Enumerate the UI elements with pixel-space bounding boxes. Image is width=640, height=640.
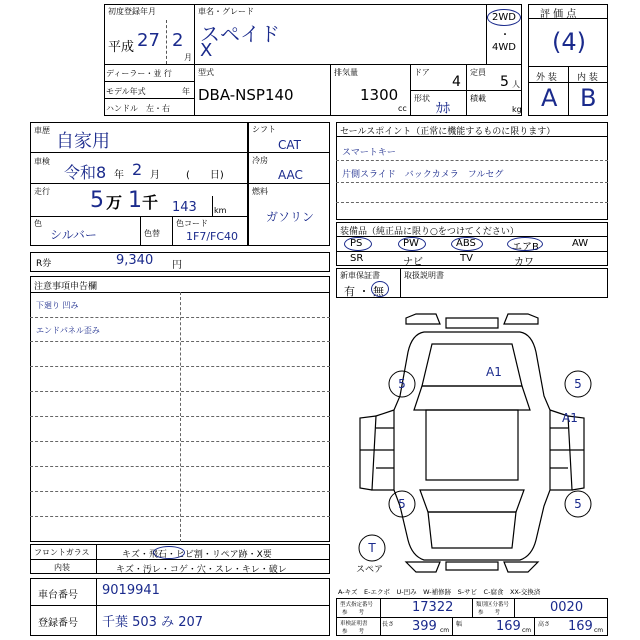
color-change-label: 色替 <box>144 229 160 238</box>
displacement-label: 排気量 <box>334 68 358 77</box>
inspection-month-unit: 月 <box>150 170 160 181</box>
fuel: ガソリン <box>266 210 315 224</box>
height-value: 169 <box>568 619 593 634</box>
divider <box>30 183 248 184</box>
divider <box>104 81 194 82</box>
width-value: 169 <box>496 619 521 634</box>
shape: ｶﾎ <box>436 101 450 117</box>
class-label: 類別区分番号 <box>476 602 510 608</box>
color-code-label: 色コード <box>176 219 208 228</box>
type-spec-number: 17322 <box>412 600 454 615</box>
damage-mark-a1-side: A1 <box>562 411 578 425</box>
divider <box>166 20 167 64</box>
sales-point-2: 片側スライド バックカメラ フルセグ <box>342 170 504 180</box>
load-label: 積載 <box>470 94 486 103</box>
model-label: 型式 <box>198 68 214 77</box>
equipment-title: 装備品（純正品に限り○をつけてください） <box>340 227 519 237</box>
door-count: 4 <box>452 74 461 90</box>
usage: 自家用 <box>56 131 110 152</box>
divider <box>194 4 195 64</box>
selection-circle <box>398 237 426 251</box>
windshield-items: キズ・飛石・ヒビ割・リペア跡・X要 <box>122 550 272 560</box>
height-label: 高さ <box>538 621 551 628</box>
sales-points-title: セールスポイント（正常に機能するものに限ります） <box>340 127 556 137</box>
notes-title: 注意事項申告欄 <box>34 282 98 292</box>
drive-dot: ・ <box>500 30 510 41</box>
divider <box>104 98 194 99</box>
selection-circle <box>153 546 185 559</box>
usage-label: 車歴 <box>34 126 50 135</box>
equip-pw: PW <box>403 238 419 249</box>
score-label: 評 価 点 <box>540 9 577 20</box>
car-damage-diagram <box>336 300 608 580</box>
color-code: 1F7/FC40 <box>186 230 239 243</box>
drive-4wd: 4WD <box>492 42 516 53</box>
divider <box>30 605 330 606</box>
divider <box>336 251 608 252</box>
drive-2wd: 2WD <box>492 12 516 23</box>
length-unit: cm <box>440 627 450 634</box>
divider <box>30 391 330 392</box>
tire-mark-fr: 5 <box>574 377 582 391</box>
car-name: スペイド <box>200 22 280 46</box>
selection-circle <box>487 9 521 26</box>
divider <box>514 598 515 617</box>
divider <box>30 216 248 217</box>
divider <box>336 617 608 618</box>
interior-grade: B <box>580 84 597 112</box>
kg-unit: kg <box>512 105 522 114</box>
divider <box>452 617 453 636</box>
divider <box>568 66 569 116</box>
height-unit: cm <box>594 627 604 634</box>
divider <box>248 152 330 153</box>
equip-aw: AW <box>572 238 589 249</box>
selection-circle <box>344 237 372 251</box>
divider <box>486 4 487 64</box>
chassis-number: 9019941 <box>102 583 160 598</box>
exterior-label: 外 装 <box>536 73 557 83</box>
cc-unit: cc <box>398 104 407 113</box>
equip-leather: カワ <box>514 257 534 268</box>
length-label: 長さ <box>382 621 395 628</box>
mileage-10k: 5 <box>90 188 104 213</box>
note-2: エンドパネル歪み <box>36 326 100 335</box>
capacity: 5 <box>500 74 509 90</box>
equip-ps: PS <box>350 238 363 249</box>
divider <box>330 64 331 116</box>
color-label: 色 <box>34 219 42 228</box>
mileage-1k: 1 <box>128 188 142 213</box>
era-label: 平成 <box>108 40 135 55</box>
divider <box>534 617 535 636</box>
first-reg-year: 27 <box>137 30 160 51</box>
exterior-grade: A <box>541 84 558 112</box>
selection-circle <box>451 237 483 251</box>
mileage-1k-unit: 千 <box>142 193 159 212</box>
divider <box>30 317 330 318</box>
divider <box>30 366 330 367</box>
type-spec-sub: 参 考 <box>342 610 365 616</box>
type-spec-label: 型式指定番号 <box>340 602 374 608</box>
divider <box>96 578 97 636</box>
class-number: 0020 <box>550 600 584 615</box>
note-1: 下廻り 凹み <box>36 301 79 310</box>
km-unit: km <box>214 206 227 215</box>
divider <box>472 598 473 617</box>
capacity-unit: 人 <box>512 80 520 89</box>
plate-label: 登録番号 <box>38 618 78 629</box>
manual-label: 取扱説明書 <box>404 271 444 280</box>
divider <box>248 183 330 184</box>
divider <box>140 216 141 246</box>
divider <box>30 516 330 517</box>
spare-mark: T <box>368 541 376 555</box>
recycle-unit: 円 <box>172 260 182 271</box>
ac-label: 冷房 <box>252 156 268 165</box>
spare-label: スペア <box>356 565 384 575</box>
first-reg-month: 2 <box>172 30 184 51</box>
divider <box>212 196 213 216</box>
inspection-label: 車検 <box>34 157 50 166</box>
recycle-label: R券 <box>36 259 52 269</box>
inspection-year-unit: 年 <box>114 170 124 181</box>
inspection-era: 令和8 <box>64 163 107 182</box>
handle-label: ハンドル 左・右 <box>106 104 170 113</box>
length-value: 399 <box>412 619 437 634</box>
divider <box>96 544 97 574</box>
divider <box>380 598 381 636</box>
capacity-label: 定員 <box>470 68 486 77</box>
plate-number: 千葉 503 み 207 <box>102 615 204 630</box>
name-grade-label: 車名・グレード <box>198 7 254 16</box>
door-label: ドア <box>414 68 430 77</box>
divider <box>336 160 608 161</box>
ac: AAC <box>278 168 303 182</box>
shift-label: シフト <box>252 125 276 134</box>
divider <box>410 90 522 91</box>
divider <box>30 341 330 342</box>
divider <box>104 64 522 65</box>
interior-cond-label: 内装 <box>54 563 70 572</box>
warranty-value: 有 ・ 無 <box>344 285 384 298</box>
equip-airbag: エアB <box>512 242 539 253</box>
windshield-label: フロントガラス <box>34 548 90 557</box>
equip-navi: ナビ <box>403 257 423 268</box>
cert-label: 車検証明書 <box>340 621 368 627</box>
mileage-label: 走行 <box>34 187 50 196</box>
class-sub: 参 考 <box>478 610 501 616</box>
tire-mark-rl: 5 <box>398 497 406 511</box>
first-reg-label: 初度登録年月 <box>108 7 156 16</box>
month-unit: 月 <box>184 53 192 62</box>
selection-circle <box>371 281 389 297</box>
model-year-unit: 年 <box>182 87 190 96</box>
model-code: DBA-NSP140 <box>198 86 294 104</box>
cert-sub: 参 考 <box>342 629 365 635</box>
divider <box>336 182 608 183</box>
color: シルバー <box>50 228 97 242</box>
equip-abs: ABS <box>456 238 476 249</box>
fuel-label: 燃料 <box>252 187 268 196</box>
grade: X <box>200 40 213 61</box>
width-unit: cm <box>522 627 532 634</box>
inspection-month: 2 <box>132 160 143 179</box>
mileage-10k-unit: 万 <box>106 193 123 212</box>
selection-circle <box>507 237 543 251</box>
interior-cond-items: キズ・汚レ・コゲ・穴・スレ・キレ・破レ <box>116 565 287 575</box>
sales-point-1: スマートキー <box>342 148 396 158</box>
shift: CAT <box>278 138 301 152</box>
recycle-amount: 9,340 <box>116 253 154 268</box>
tire-mark-rr: 5 <box>574 497 582 511</box>
divider <box>336 202 608 203</box>
divider <box>194 64 195 116</box>
model-year-label: モデル年式 <box>106 87 146 96</box>
divider <box>30 491 330 492</box>
divider <box>172 216 173 246</box>
width-label: 幅 <box>456 621 463 628</box>
score-value: (4) <box>552 28 586 56</box>
equip-sr: SR <box>350 253 364 264</box>
divider <box>180 292 181 542</box>
equip-tv: TV <box>460 253 473 264</box>
tire-mark-fl: 5 <box>398 377 406 391</box>
divider <box>400 268 401 298</box>
shape-label: 形状 <box>414 94 430 103</box>
divider <box>30 416 330 417</box>
displacement: 1300 <box>360 86 399 104</box>
interior-label: 内 装 <box>577 73 598 83</box>
warranty-label: 新車保証書 <box>340 271 380 280</box>
divider <box>30 466 330 467</box>
inspection-day: ( 日) <box>186 170 224 181</box>
chassis-label: 車台番号 <box>38 590 78 601</box>
damage-legend: A-キズ E-エクボ U-凹み W-補修跡 S-サビ C-腐食 XX-交換済 <box>338 588 541 596</box>
mileage-remainder: 143 <box>172 200 197 215</box>
dealer-label: ディーラー・並 行 <box>106 69 172 78</box>
divider <box>30 441 330 442</box>
damage-mark-a1-top: A1 <box>486 365 502 379</box>
